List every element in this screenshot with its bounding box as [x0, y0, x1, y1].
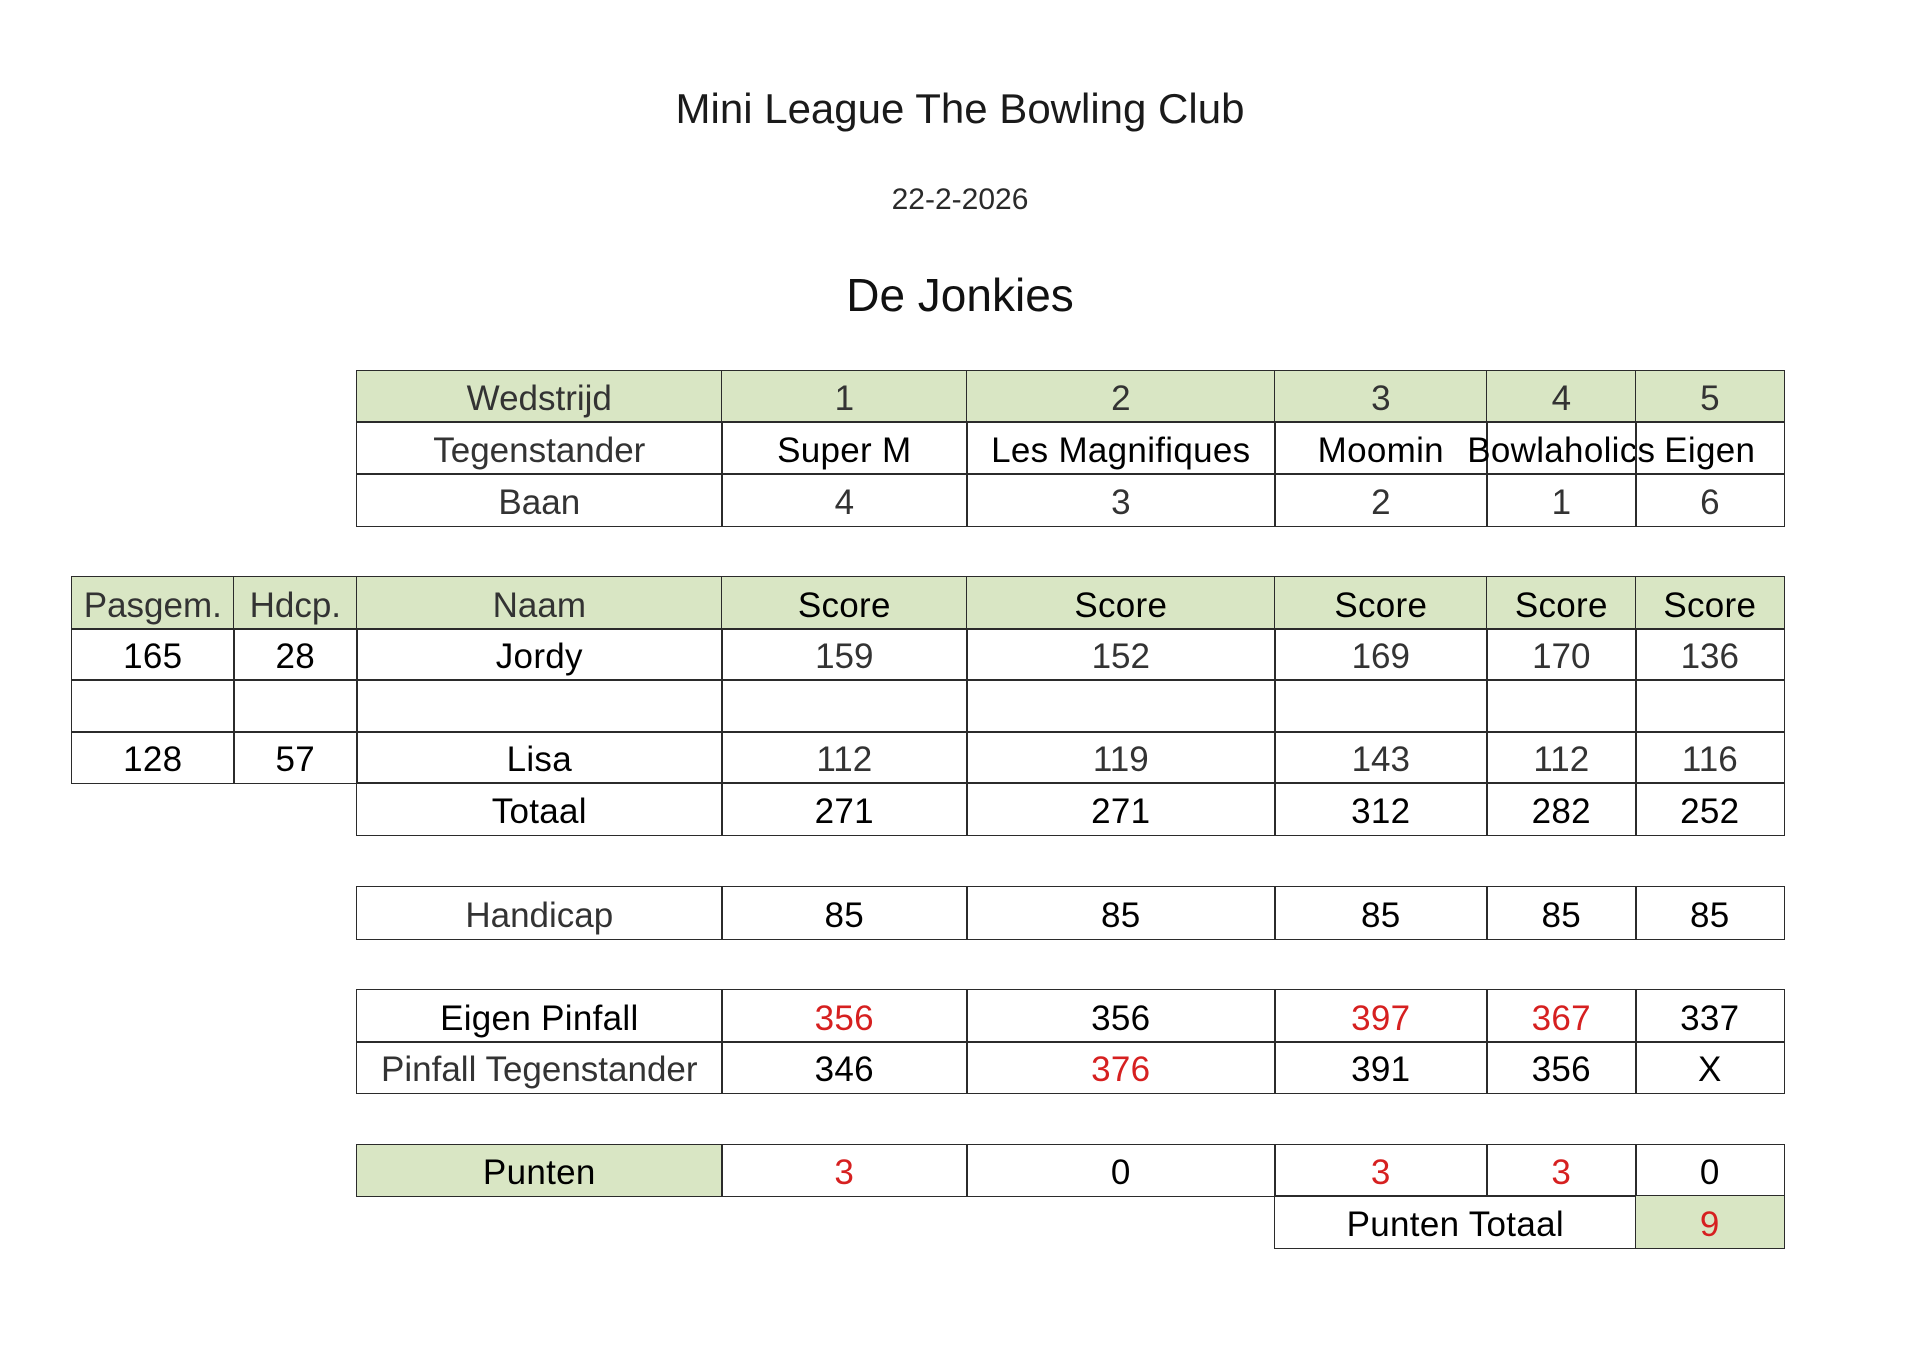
- lane-number: 2: [1274, 473, 1488, 527]
- opponent-name: Bowlaholics: [1486, 421, 1637, 475]
- lane-number: 4: [721, 473, 968, 527]
- own-pinfall: 356: [966, 989, 1276, 1043]
- own-pinfall: 356: [721, 989, 968, 1043]
- opponent-name: Les Magnifiques: [966, 421, 1276, 475]
- opponent-pinfall: 346: [721, 1041, 968, 1094]
- opponent-name: Super M: [721, 421, 968, 475]
- match-number: 4: [1486, 370, 1637, 423]
- opponent-pinfall: 391: [1274, 1041, 1488, 1094]
- name-header: Naam: [356, 576, 723, 630]
- match-number: 3: [1274, 370, 1488, 423]
- points-value: 3: [1274, 1144, 1488, 1197]
- match-date: 22-2-2026: [891, 183, 1029, 216]
- player-name: Lisa: [356, 731, 723, 784]
- lane-number: 6: [1635, 473, 1785, 527]
- opponent-pinfall: 356: [1486, 1041, 1637, 1094]
- handicap-value: 85: [1486, 886, 1637, 940]
- total-score: 271: [721, 782, 968, 836]
- score-header: Score: [1274, 576, 1488, 630]
- page-title: Mini League The Bowling Club: [675, 85, 1245, 132]
- handicap-value: 85: [966, 886, 1276, 940]
- score-header: Score: [1635, 576, 1785, 630]
- opponent-label: Tegenstander: [356, 421, 723, 475]
- player-score: 169: [1274, 628, 1488, 681]
- handicap-value: 85: [1635, 886, 1785, 940]
- lane-label: Baan: [356, 473, 723, 527]
- player-average: 128: [71, 731, 235, 784]
- player-handicap: 57: [233, 731, 358, 784]
- player-score: 159: [721, 628, 968, 681]
- player-score: 116: [1635, 731, 1785, 784]
- handicap-label: Handicap: [356, 886, 723, 940]
- lane-number: 3: [966, 473, 1276, 527]
- player-average: [71, 679, 235, 733]
- player-average: 165: [71, 628, 235, 681]
- player-score: 112: [1486, 731, 1637, 784]
- score-header: Score: [966, 576, 1276, 630]
- own-pinfall-label: Eigen Pinfall: [356, 989, 723, 1043]
- player-score: 143: [1274, 731, 1488, 784]
- player-score: [1486, 679, 1637, 733]
- handicap-value: 85: [721, 886, 968, 940]
- match-number: 5: [1635, 370, 1785, 423]
- points-value: 0: [1635, 1144, 1785, 1197]
- average-header: Pasgem.: [71, 576, 235, 630]
- score-header: Score: [721, 576, 968, 630]
- match-number: 2: [966, 370, 1276, 423]
- points-label: Punten: [356, 1144, 723, 1197]
- total-label: Totaal: [356, 782, 723, 836]
- own-pinfall: 397: [1274, 989, 1488, 1043]
- points-total-label: Punten Totaal: [1274, 1195, 1637, 1249]
- points-value: 3: [721, 1144, 968, 1197]
- player-score: 112: [721, 731, 968, 784]
- points-value: 0: [966, 1144, 1276, 1197]
- handicap-value: 85: [1274, 886, 1488, 940]
- own-pinfall: 337: [1635, 989, 1785, 1043]
- score-header: Score: [1486, 576, 1637, 630]
- opponent-pinfall-label: Pinfall Tegenstander: [356, 1041, 723, 1094]
- opponent-pinfall: 376: [966, 1041, 1276, 1094]
- player-score: [721, 679, 968, 733]
- player-score: [966, 679, 1276, 733]
- player-score: 170: [1486, 628, 1637, 681]
- own-pinfall: 367: [1486, 989, 1637, 1043]
- player-handicap: [233, 679, 358, 733]
- match-label: Wedstrijd: [356, 370, 723, 423]
- handicap-header: Hdcp.: [233, 576, 358, 630]
- opponent-name: Eigen: [1635, 421, 1785, 475]
- player-handicap: 28: [233, 628, 358, 681]
- player-name: [356, 679, 723, 733]
- total-score: 271: [966, 782, 1276, 836]
- player-name: Jordy: [356, 628, 723, 681]
- lane-number: 1: [1486, 473, 1637, 527]
- player-score: 119: [966, 731, 1276, 784]
- player-score: [1274, 679, 1488, 733]
- opponent-name: Moomin: [1274, 421, 1488, 475]
- points-value: 3: [1486, 1144, 1637, 1197]
- opponent-pinfall: X: [1635, 1041, 1785, 1094]
- player-score: [1635, 679, 1785, 733]
- total-score: 252: [1635, 782, 1785, 836]
- match-number: 1: [721, 370, 968, 423]
- team-name: De Jonkies: [846, 269, 1074, 321]
- player-score: 152: [966, 628, 1276, 681]
- total-score: 282: [1486, 782, 1637, 836]
- player-score: 136: [1635, 628, 1785, 681]
- points-total-value: 9: [1635, 1195, 1785, 1249]
- total-score: 312: [1274, 782, 1488, 836]
